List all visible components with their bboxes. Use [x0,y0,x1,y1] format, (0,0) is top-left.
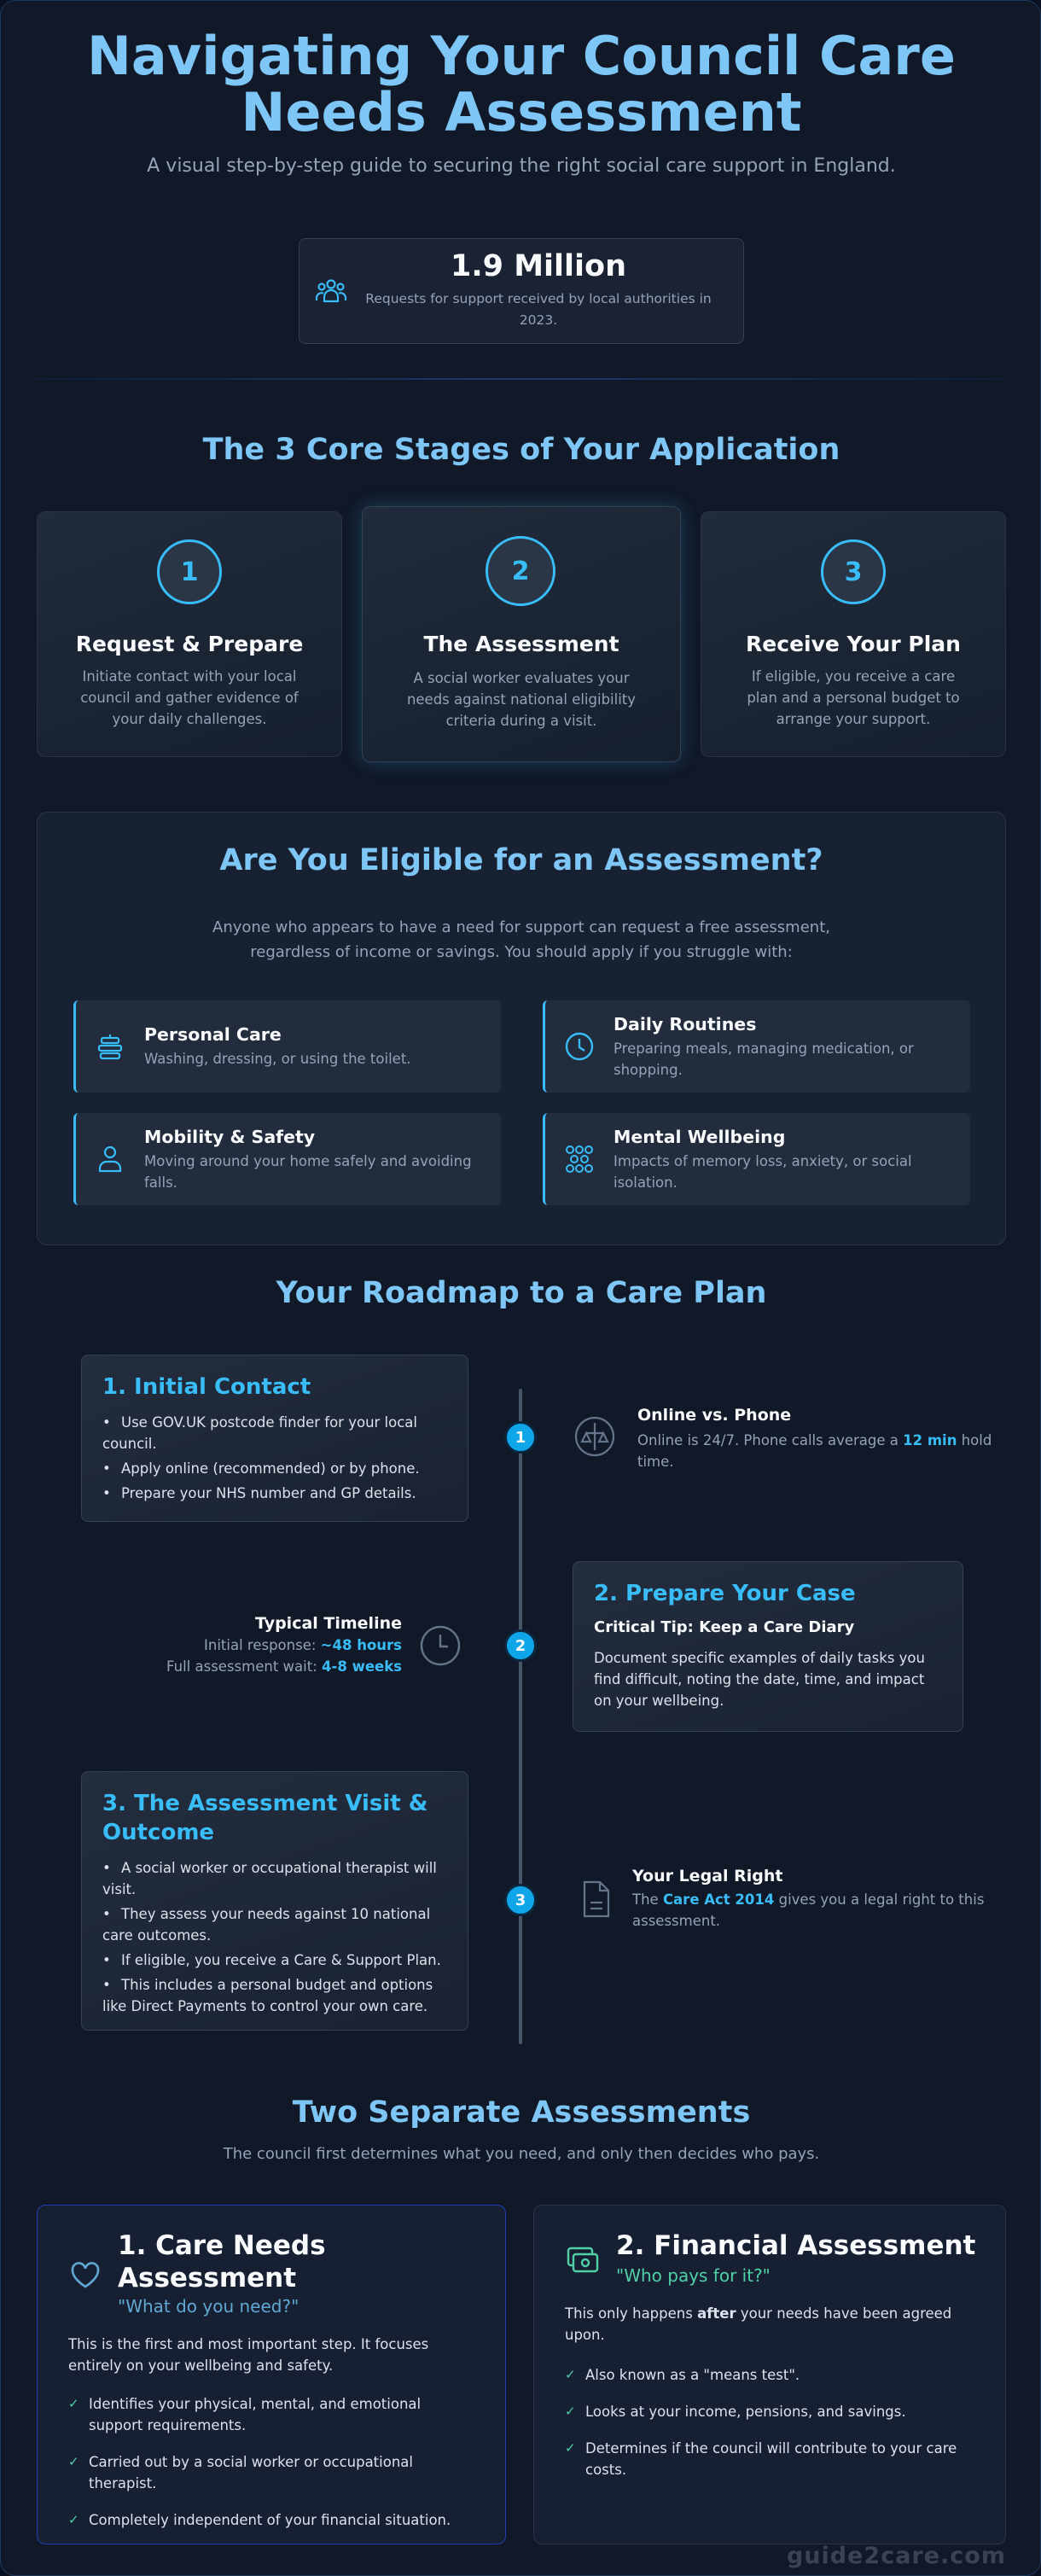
side-note-title: Typical Timeline [254,1614,402,1633]
side-note-text: The Care Act 2014 gives you a legal right to this assessment. [632,1891,985,1929]
side-note-text: Online is 24/7. Phone calls average a 12 min hold time. [637,1432,992,1470]
stage-card-1 [37,511,342,757]
eligibility-card-title: Mobility & Safety [144,1127,316,1147]
assessment-title: 1. Care Needs Assessment [118,2230,326,2293]
watermark: guide2care.com [786,2543,1006,2569]
roadmap-step-title: 3. The Assessment Visit & Outcome [102,1791,428,1845]
assessments-subtitle: The council first determines what you need, and only then decides who pays. [223,2145,820,2163]
list-item: • Apply online (recommended) or by phone. [102,1458,452,1479]
roadmap-step-tip: Critical Tip: Keep a Care Diary [594,1618,855,1636]
assessment-question: "Who pays for it?" [616,2265,771,2286]
list-item: • This includes a personal budget and options like Direct Payments to control your own care. [102,1974,452,2017]
roadmap-side-note-1 [637,1406,996,1472]
stage-text-1: Initiate contact with your local council and gather evidence of your daily challenges. [80,668,299,727]
roadmap-step-list [102,1857,452,2020]
financial-assessment-card [533,2205,1006,2544]
section-divider [35,378,1008,380]
bath-icon [93,1029,127,1064]
people-group-icon [315,275,347,307]
timeline-dot-2: 2 [504,1629,537,1662]
roadmap-side-note-3 [632,1867,991,1932]
roadmap-heading: Your Roadmap to a Care Plan [276,1276,767,1310]
stage-number-3: 3 [821,539,886,604]
eligibility-card-title: Mental Wellbeing [614,1127,786,1147]
side-note-title: Online vs. Phone [637,1406,792,1425]
list-item: ✓ Identifies your physical, mental, and emotional support requirements. [68,2393,478,2436]
stat-value: 1.9 Million [451,249,626,283]
balance-icon [574,1416,615,1457]
assessment-text: This is the first and most important step. It focuses entirely on your wellbeing and safety. [68,2336,429,2374]
eligibility-card-text: Impacts of memory loss, anxiety, or social isolation. [614,1153,912,1191]
stage-card-2 [362,506,681,762]
eligibility-card-mental-wellbeing [543,1113,970,1205]
stat-card [299,238,744,344]
assessments-heading: Two Separate Assessments [292,2095,751,2130]
timeline-line [519,1389,522,2044]
page-subtitle: A visual step-by-step guide to securing the right social care support in England. [147,155,896,177]
eligibility-card-personal-care [73,1000,501,1093]
eligibility-card-mobility [73,1113,501,1205]
clock-icon [419,1624,462,1667]
list-item: • Prepare your NHS number and GP details. [102,1483,452,1504]
stat-description: Requests for support received by local authorities in 2023. [365,291,712,328]
page-title-line-2: Needs Assessment [241,81,802,143]
stage-title-3: Receive Your Plan [746,632,961,656]
heart-icon [68,2258,102,2293]
document-icon [578,1879,615,1920]
list-item: • They assess your needs against 10 national care outcomes. [102,1903,452,1946]
list-item: • A social worker or occupational therapist will visit. [102,1857,452,1900]
list-item: ✓ Determines if the council will contribute to your care costs. [565,2438,974,2480]
care-needs-assessment-card [37,2205,506,2544]
side-note-title: Your Legal Right [632,1867,783,1885]
money-icon [565,2243,601,2277]
assessment-list [68,2393,478,2546]
network-icon [562,1142,596,1176]
eligibility-card-text: Preparing meals, managing medication, or shopping. [614,1040,914,1078]
page-title [35,25,1008,143]
stage-text-2: A social worker evaluates your needs against national eligibility criteria during a visit. [406,670,637,729]
roadmap-step-3 [81,1771,468,2031]
stage-number-1: 1 [157,539,222,604]
list-item: ✓ Completely independent of your financial situation. [68,2509,478,2531]
stage-title-1: Request & Prepare [75,632,304,656]
roadmap-step-list [102,1412,452,1507]
stage-title-2: The Assessment [423,632,619,656]
list-item: ✓ Looks at your income, pensions, and savings. [565,2401,974,2422]
eligibility-card-text: Moving around your home safely and avoiding falls. [144,1153,472,1191]
roadmap-step-title: 1. Initial Contact [102,1374,311,1400]
person-icon [93,1142,127,1176]
eligibility-intro: Anyone who appears to have a need for support can request a free assessment, regardless of income or savings. You should apply if you struggle with: [212,918,830,961]
roadmap-step-title: 2. Prepare Your Case [594,1581,856,1606]
page-title-line-1: Navigating Your Council Care [87,25,956,87]
assessment-question: "What do you need?" [118,2296,300,2317]
eligibility-heading: Are You Eligible for an Assessment? [219,843,823,877]
side-note-line-1: Initial response: ~48 hours [204,1637,402,1653]
eligibility-card-title: Personal Care [144,1024,282,1045]
eligibility-card-daily-routines [543,1000,970,1093]
eligibility-card-title: Daily Routines [614,1014,757,1034]
assessment-title: 2. Financial Assessment [616,2230,976,2261]
eligibility-section [37,812,1006,1245]
list-item: • If eligible, you receive a Care & Support Plan. [102,1949,452,1971]
timeline-dot-1: 1 [504,1421,537,1454]
clock-icon [562,1029,596,1064]
eligibility-card-text: Washing, dressing, or using the toilet. [144,1051,411,1067]
stage-number-2: 2 [486,536,555,606]
stages-heading: The 3 Core Stages of Your Application [202,433,840,467]
list-item: ✓ Also known as a "means test". [565,2364,974,2386]
roadmap-side-note-2 [112,1614,402,1677]
assessment-list [565,2364,974,2496]
roadmap-step-2 [573,1561,963,1732]
timeline-dot-3: 3 [504,1884,537,1916]
stage-text-3: If eligible, you receive a care plan and a personal budget to arrange your support. [747,668,960,727]
roadmap-step-1 [81,1355,468,1522]
roadmap-step-text: Document specific examples of daily tasks you find difficult, noting the date, time, and impact on your wellbeing. [594,1650,925,1709]
stage-card-3 [701,511,1006,757]
list-item: • Use GOV.UK postcode finder for your local council. [102,1412,452,1454]
list-item: ✓ Carried out by a social worker or occupational therapist. [68,2451,478,2494]
side-note-line-2: Full assessment wait: 4-8 weeks [166,1658,402,1675]
assessment-text: This only happens after your needs have been agreed upon. [565,2305,952,2343]
